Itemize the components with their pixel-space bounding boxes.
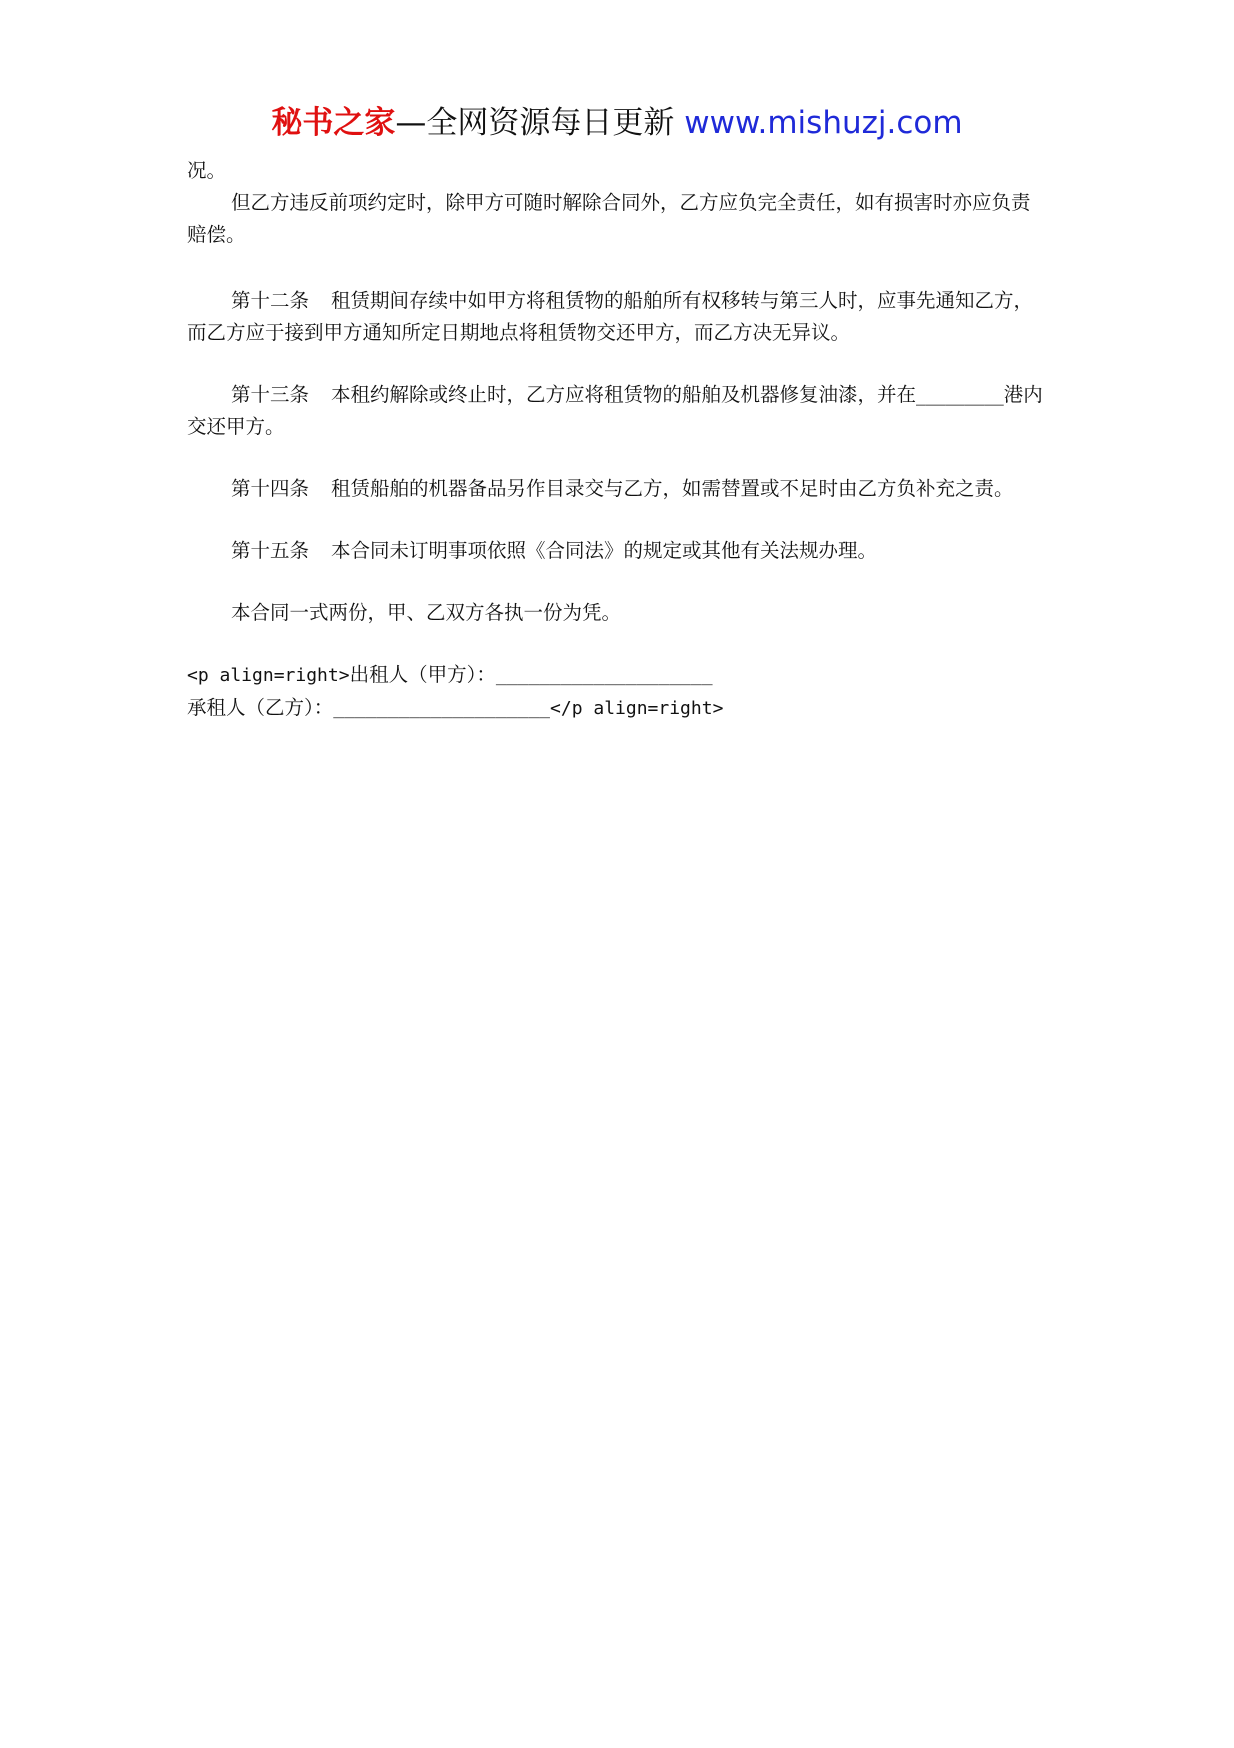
- article-12: [187, 285, 1047, 349]
- page-header: [0, 100, 1234, 146]
- lessor-signature-blank: ____________________: [495, 665, 713, 686]
- article-14-label: 第十四条: [231, 477, 310, 500]
- spacer: [187, 567, 1047, 597]
- raw-html-tag-close: </p align=right>: [550, 698, 724, 719]
- paragraph-breach: 但乙方违反前项约定时，除甲方可随时解除合同外，乙方应负完全责任，如有损害时亦应负责赔偿。: [187, 191, 1031, 246]
- paragraph-continuation: 况。: [187, 159, 227, 182]
- article-15: [187, 535, 1047, 567]
- lessee-signature-blank: ____________________: [333, 698, 551, 719]
- article-13-label: 第十三条: [231, 383, 310, 406]
- article-15-label: 第十五条: [231, 539, 310, 562]
- lessee-label: 承租人（乙方）：: [187, 696, 334, 719]
- document-body: [187, 155, 1047, 725]
- signature-line-lessee: [187, 692, 1047, 725]
- lessor-label: 出租人（甲方）：: [349, 663, 496, 686]
- header-tagline: —全网资源每日更新: [395, 105, 685, 141]
- spacer: [187, 443, 1047, 473]
- article-12-label: 第十二条: [231, 289, 310, 312]
- article-14: [187, 473, 1047, 505]
- article-14-text: 租赁船舶的机器备品另作目录交与乙方，如需替置或不足时由乙方负补充之责。: [331, 477, 1014, 500]
- signature-line-lessor: [187, 659, 1047, 692]
- header-site-link[interactable]: www.mishuzj.com: [684, 105, 963, 141]
- article-12-text: 租赁期间存续中如甲方将租赁物的船舶所有权移转与第三人时，应事先通知乙方，而乙方应于接到甲方通知所定日期地点将租赁物交还甲方，而乙方决无异议。: [187, 289, 1034, 344]
- header-brand: 秘书之家: [271, 105, 396, 141]
- article-13-text: 本租约解除或终止时，乙方应将租赁物的船舶及机器修复油漆，并在_________港内交还甲方。: [187, 383, 1043, 438]
- spacer: [187, 251, 1047, 285]
- spacer: [187, 629, 1047, 659]
- raw-html-tag-open: <p align=right>: [187, 665, 350, 686]
- paragraph-copies: 本合同一式两份，甲、乙双方各执一份为凭。: [231, 601, 622, 624]
- spacer: [187, 349, 1047, 379]
- article-15-text: 本合同未订明事项依照《合同法》的规定或其他有关法规办理。: [331, 539, 878, 562]
- article-13: [187, 379, 1047, 443]
- spacer: [187, 505, 1047, 535]
